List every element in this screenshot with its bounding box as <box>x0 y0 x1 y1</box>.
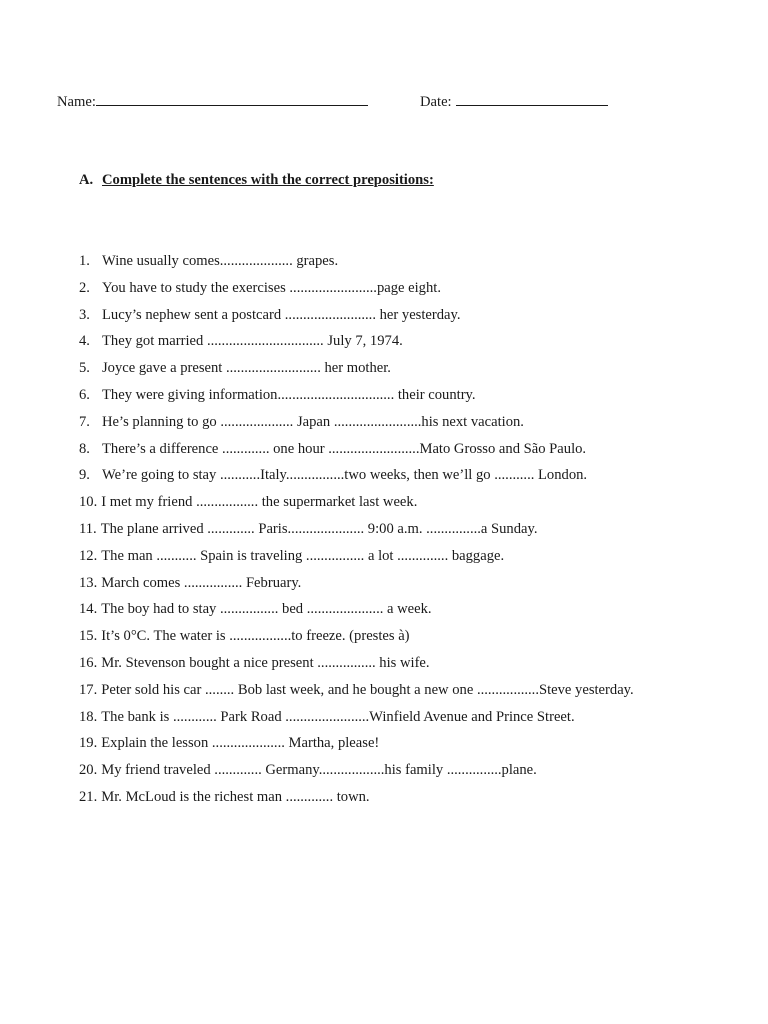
item-text: The plane arrived ............. Paris..................... 9:00 a.m. ...............a Sunday. <box>100 520 538 537</box>
item-text: My friend traveled ............. Germany..................his family ...............plane. <box>101 762 537 779</box>
item-text: He’s planning to go .................... Japan ........................his next vacation. <box>102 413 524 430</box>
item-number: 21. <box>79 788 98 805</box>
item-number: 20. <box>79 762 98 779</box>
exercise-item <box>79 252 634 279</box>
item-number: 15. <box>79 628 98 645</box>
exercise-item <box>79 734 634 761</box>
exercise-item <box>79 306 634 333</box>
name-blank-line[interactable] <box>96 91 368 106</box>
item-text: There’s a difference ............. one hour .........................Mato Grosso and São Paulo. <box>102 440 587 457</box>
item-number: 17. <box>79 681 98 698</box>
item-text: Joyce gave a present .......................... her mother. <box>102 360 391 377</box>
item-text: March comes ................ February. <box>101 574 302 591</box>
exercise-item <box>79 359 634 386</box>
item-text: Mr. Stevenson bought a nice present ................ his wife. <box>101 654 430 671</box>
item-text: It’s 0°C. The water is .................to freeze. (prestes à) <box>101 628 410 645</box>
item-number: 4. <box>79 333 90 350</box>
name-label: Name: <box>57 94 96 110</box>
item-number: 14. <box>79 601 98 618</box>
exercise-item <box>79 413 634 440</box>
exercise-item <box>79 788 634 815</box>
item-number: 12. <box>79 547 98 564</box>
exercise-item <box>79 761 634 788</box>
date-field[interactable] <box>420 91 608 111</box>
exercise-item <box>79 386 634 413</box>
item-number: 7. <box>79 413 90 430</box>
item-number: 10. <box>79 494 98 511</box>
item-number: 6. <box>79 386 90 403</box>
exercise-item <box>79 493 634 520</box>
item-text: Wine usually comes.................... grapes. <box>102 253 339 269</box>
item-number: 1. <box>79 253 90 269</box>
item-text: The bank is ............ Park Road .......................Winfield Avenue and Prince Street. <box>101 708 575 725</box>
item-text: You have to study the exercises ........................page eight. <box>102 279 441 296</box>
item-text: Mr. McLoud is the richest man ............. town. <box>101 788 370 805</box>
name-field[interactable] <box>57 91 368 111</box>
item-number: 18. <box>79 708 98 725</box>
item-text: We’re going to stay ...........Italy................two weeks, then we’ll go ........... London. <box>102 467 588 484</box>
item-number: 11. <box>79 520 97 537</box>
item-number: 16. <box>79 654 98 671</box>
section-title: Complete the sentences with the correct prepositions: <box>102 172 434 188</box>
date-blank-line[interactable] <box>456 91 608 106</box>
exercise-item <box>79 654 634 681</box>
exercise-item <box>79 574 634 601</box>
exercise-item <box>79 547 634 574</box>
section-letter: A. <box>79 172 94 188</box>
item-text: The boy had to stay ................ bed ..................... a week. <box>101 601 432 618</box>
exercise-item <box>79 466 634 493</box>
exercise-item <box>79 627 634 654</box>
item-text: The man ........... Spain is traveling ................ a lot .............. baggage. <box>101 547 505 564</box>
item-number: 13. <box>79 574 98 591</box>
item-number: 9. <box>79 467 90 484</box>
item-text: Lucy’s nephew sent a postcard ......................... her yesterday. <box>102 306 461 323</box>
item-number: 19. <box>79 735 98 752</box>
item-number: 8. <box>79 440 90 457</box>
item-number: 5. <box>79 360 90 377</box>
exercise-item <box>79 708 634 735</box>
exercise-item <box>79 440 634 467</box>
item-text: They got married ................................ July 7, 1974. <box>102 333 403 350</box>
exercise-item <box>79 279 634 306</box>
date-label: Date: <box>420 94 452 110</box>
section-heading <box>79 172 434 189</box>
exercise-item <box>79 520 634 547</box>
worksheet-header <box>57 91 677 111</box>
item-text: I met my friend ................. the supermarket last week. <box>101 494 418 511</box>
item-text: They were giving information................................ their country. <box>102 386 476 403</box>
exercise-item <box>79 600 634 627</box>
exercise-item <box>79 681 634 708</box>
item-number: 3. <box>79 306 90 323</box>
item-number: 2. <box>79 279 90 296</box>
exercise-item <box>79 332 634 359</box>
exercise-list <box>79 252 634 815</box>
item-text: Explain the lesson .................... Martha, please! <box>101 735 380 752</box>
item-text: Peter sold his car ........ Bob last week, and he bought a new one .................Steve yesterday. <box>101 681 634 698</box>
